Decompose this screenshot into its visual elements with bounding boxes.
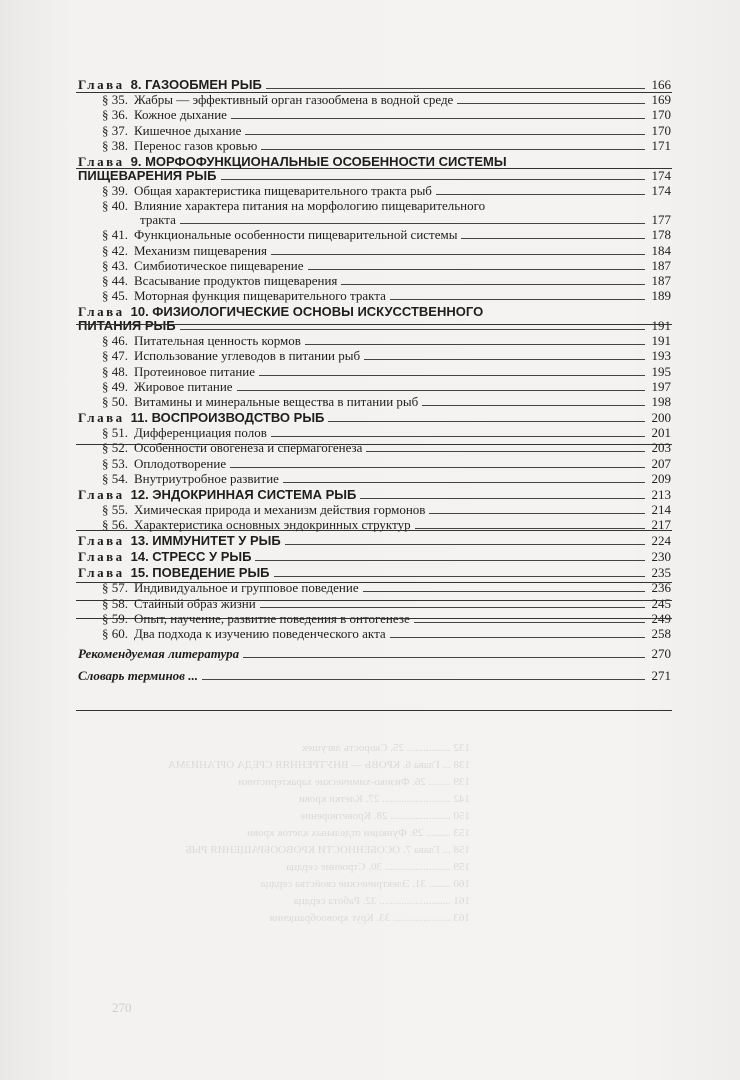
toc-section[interactable]: § 41. Функциональные особенности пищеварительной системы 178 xyxy=(102,227,671,243)
page-number: 270 xyxy=(112,1000,132,1015)
toc-section[interactable]: § 39. Общая характеристика пищеварительного тракта рыб 174 xyxy=(102,182,671,198)
toc-section[interactable]: § 45. Моторная функция пищеварительного тракта 189 xyxy=(102,288,671,304)
chapter-divider xyxy=(76,582,672,583)
toc-literature[interactable]: Рекомендуемая литература 270 xyxy=(78,645,671,661)
toc-section[interactable]: § 60. Два подхода к изучению поведенческого акта 258 xyxy=(102,625,671,641)
toc-section[interactable]: § 37. Кишечное дыхание 170 xyxy=(102,122,671,138)
toc-section[interactable]: § 43. Симбиотическое пищеварение 187 xyxy=(102,257,671,273)
toc-section[interactable]: § 48. Протеиновое питание 195 xyxy=(102,363,671,379)
toc-chapter[interactable]: Глава 15. ПОВЕДЕНИЕ РЫБ 235 xyxy=(78,565,671,581)
toc-section[interactable]: § 36. Кожное дыхание 170 xyxy=(102,107,671,123)
toc-chapter[interactable]: Глава 10. ФИЗИОЛОГИЧЕСКИЕ ОСНОВЫ ИСКУССТВЕННОГО ПИТАНИЯ РЫБ 191 xyxy=(78,304,671,334)
toc-section[interactable]: § 57. Индивидуальное и групповое поведение 236 xyxy=(102,580,671,596)
toc-glossary[interactable]: Словарь терминов ... 271 xyxy=(78,667,671,683)
toc-section[interactable]: § 42. Механизм пищеварения 184 xyxy=(102,242,671,258)
toc-section[interactable]: § 47. Использование углеводов в питании рыб 193 xyxy=(102,348,671,364)
toc-section[interactable]: § 38. Перенос газов кровью 171 xyxy=(102,137,671,153)
chapter-divider xyxy=(76,324,672,325)
chapter-divider xyxy=(76,92,672,93)
toc-section[interactable]: § 49. Жировое питание 197 xyxy=(102,378,671,394)
toc-section[interactable]: § 50. Витамины и минеральные вещества в питании рыб 198 xyxy=(102,394,671,409)
toc-chapter[interactable]: Глава 9. МОРФОФУНКЦИОНАЛЬНЫЕ ОСОБЕННОСТИ СИСТЕМЫ ПИЩЕВАРЕНИЯ РЫБ 174 xyxy=(78,153,671,183)
toc-section[interactable]: § 58. Стайный образ жизни 245 xyxy=(102,595,671,611)
toc-chapter[interactable]: Глава 11. ВОСПРОИЗВОДСТВО РЫБ 200 xyxy=(78,410,671,425)
chapter-divider xyxy=(76,618,672,619)
chapter-divider xyxy=(76,444,672,445)
toc-chapter[interactable]: Глава 12. ЭНДОКРИННАЯ СИСТЕМА РЫБ 213 xyxy=(78,486,671,502)
chapter-divider xyxy=(76,168,672,169)
chapter-divider xyxy=(76,530,672,531)
toc-section[interactable]: § 59. Опыт, научение, развитие поведения в онтогенезе 249 xyxy=(102,610,671,626)
toc-chapter[interactable]: Глава 8. ГАЗООБМЕН РЫБ 166 xyxy=(78,77,671,92)
toc-section[interactable]: § 56. Характеристика основных эндокринных структур 217 xyxy=(102,517,671,533)
chapter-divider xyxy=(76,710,672,711)
toc-chapter[interactable]: Глава 13. ИММУНИТЕТ У РЫБ 224 xyxy=(78,533,671,549)
toc-section[interactable]: § 44. Всасывание продуктов пищеварения 187 xyxy=(102,272,671,288)
toc-section[interactable]: § 40. Влияние характера питания на морфологию пищеварительного тракта 177 xyxy=(102,198,671,228)
toc-section[interactable]: § 55. Химическая природа и механизм действия гормонов 214 xyxy=(102,501,671,517)
toc-section[interactable]: § 54. Внутриутробное развитие 209 xyxy=(102,470,671,486)
toc-section[interactable]: § 46. Питательная ценность кормов 191 xyxy=(102,333,671,349)
chapter-divider xyxy=(76,600,672,601)
toc-section[interactable]: § 52. Особенности овогенеза и спермагогенеза 203 xyxy=(102,440,671,456)
bleed-through-text: 132 ................ 25. Скорость лягушек 138 ... Глава 6. КРОВЬ — ВНУТРЕННЯЯ СРЕДА ОРГАНИЗМА 139 ........ 26. Физико-химические характеристики 142 ......................... 27. Клетки крови 150 ...................... 28. Кроветворение 153 ......... 29. Функции отдельных клеток крови 158 ... Глава 7. ОСОБЕННОСТИ КРОВООБРАЩЕНИЯ РЫБ 159 ........................ 30. Строение сердца 160 ........ 31. Электрические свойства сердца 161 .......................... 32. Работа сердца 163 ..................... 33. Круг кровообращения xyxy=(167,742,470,924)
toc-chapter[interactable]: Глава 14. СТРЕСС У РЫБ 230 xyxy=(78,549,671,565)
toc-section[interactable]: § 51. Дифференциация полов 201 xyxy=(102,425,671,441)
toc-section[interactable]: § 35. Жабры — эффективный орган газообмена в водной среде 169 xyxy=(102,92,671,108)
toc-section[interactable]: § 53. Оплодотворение 207 xyxy=(102,455,671,471)
